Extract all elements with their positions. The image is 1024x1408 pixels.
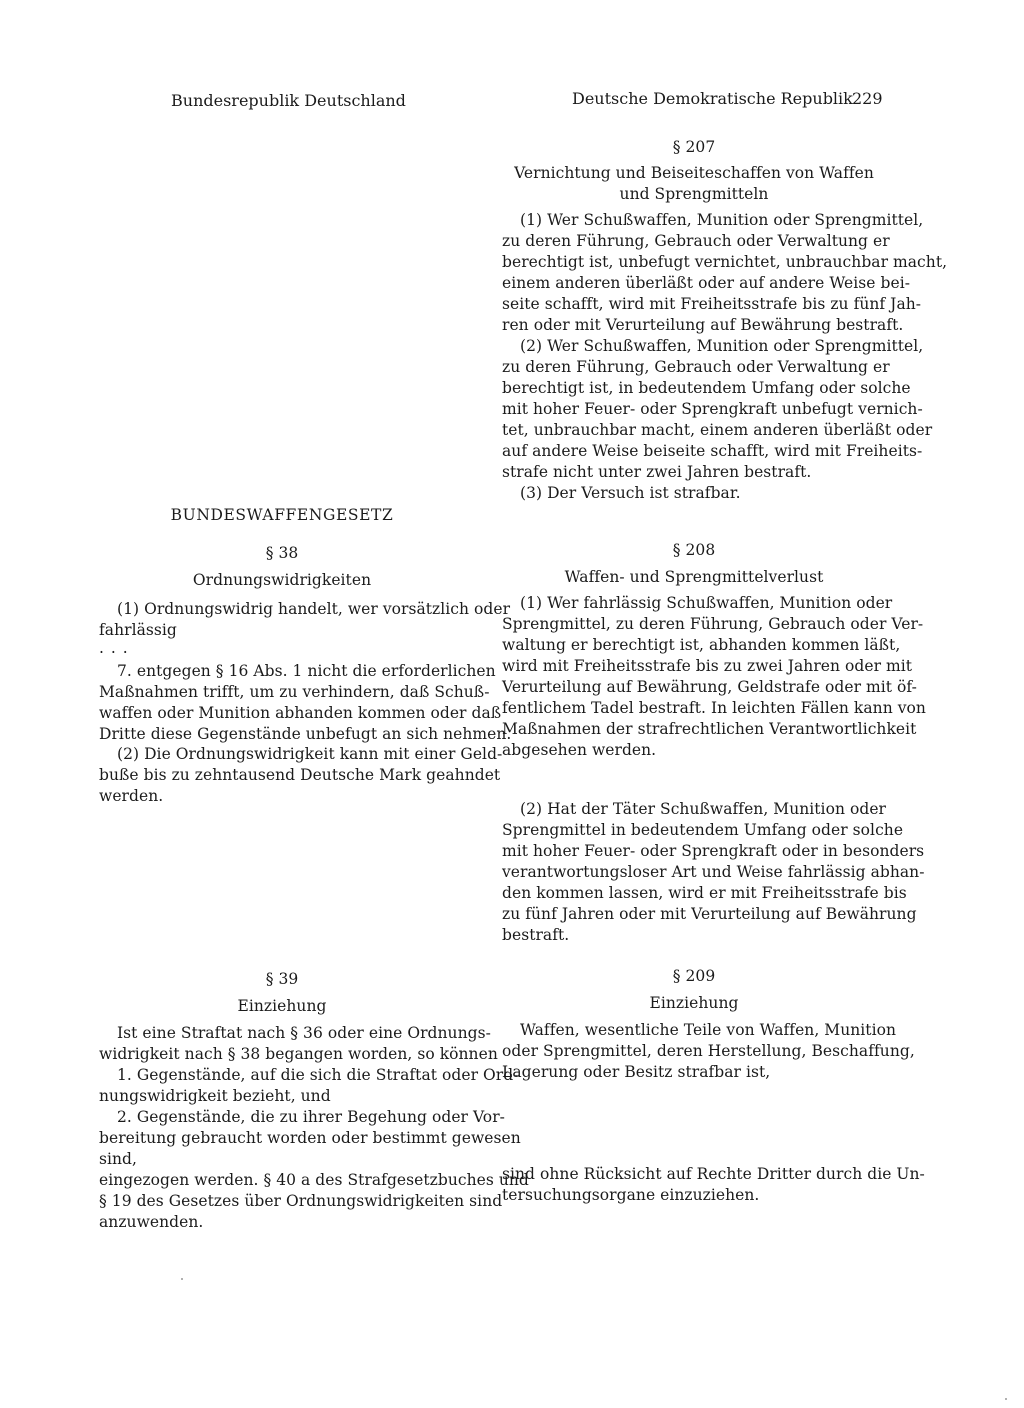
text-line: abgesehen werden. bbox=[502, 741, 657, 759]
section-title-207-line1: Vernichtung und Beiseiteschaffen von Waffen bbox=[514, 164, 874, 182]
text-line: Sprengmittel in bedeutendem Umfang oder solche bbox=[502, 821, 904, 839]
section-title-207-line2: und Sprengmitteln bbox=[619, 185, 769, 203]
text-line: 7. entgegen § 16 Abs. 1 nicht die erforderlichen bbox=[117, 662, 496, 680]
text-line: sind, bbox=[99, 1150, 137, 1168]
text-line: (1) Wer Schußwaffen, Munition oder Sprengmittel, bbox=[520, 211, 924, 229]
text-line: Waffen, wesentliche Teile von Waffen, Munition bbox=[520, 1021, 896, 1039]
text-line: (1) Wer fahrlässig Schußwaffen, Munition oder bbox=[520, 594, 893, 612]
text-line: 1. Gegenstände, auf die sich die Straftat oder Ord- bbox=[117, 1066, 519, 1084]
section-number-38: § 38 bbox=[265, 544, 299, 562]
text-line: (3) Der Versuch ist strafbar. bbox=[520, 484, 741, 502]
text-line: nungswidrigkeit bezieht, und bbox=[99, 1087, 331, 1105]
text-line: sind ohne Rücksicht auf Rechte Dritter durch die Un- bbox=[502, 1165, 925, 1183]
text-line: Sprengmittel, zu deren Führung, Gebrauch oder Ver- bbox=[502, 615, 924, 633]
text-line: ren oder mit Verurteilung auf Bewährung bestraft. bbox=[502, 316, 904, 334]
text-line: einem anderen überläßt oder auf andere Weise bei- bbox=[502, 274, 910, 292]
text-line: waffen oder Munition abhanden kommen oder daß bbox=[99, 704, 502, 722]
text-line: . . . bbox=[99, 639, 129, 657]
text-line: zu deren Führung, Gebrauch oder Verwaltung er bbox=[502, 232, 890, 250]
text-line: (2) Wer Schußwaffen, Munition oder Sprengmittel, bbox=[520, 337, 924, 355]
running-header-left: Bundesrepublik Deutschland bbox=[171, 91, 406, 110]
text-line: oder Sprengmittel, deren Herstellung, Beschaffung, bbox=[502, 1042, 915, 1060]
text-line: fentlichem Tadel bestraft. In leichten Fällen kann von bbox=[502, 699, 926, 717]
scan-speck bbox=[181, 1278, 183, 1280]
text-line: mit hoher Feuer- oder Sprengkraft oder in besonders bbox=[502, 842, 925, 860]
text-line: widrigkeit nach § 38 begangen worden, so können bbox=[99, 1045, 498, 1063]
text-line: auf andere Weise beiseite schafft, wird mit Freiheits- bbox=[502, 442, 923, 460]
text-line: anzuwenden. bbox=[99, 1213, 204, 1231]
section-number-207: § 207 bbox=[672, 138, 716, 156]
text-line: bereitung gebraucht worden oder bestimmt gewesen bbox=[99, 1129, 521, 1147]
text-line: waltung er berechtigt ist, abhanden kommen läßt, bbox=[502, 636, 901, 654]
section-number-208: § 208 bbox=[672, 541, 716, 559]
text-line: zu fünf Jahren oder mit Verurteilung auf Bewährung bbox=[502, 905, 917, 923]
text-line: 2. Gegenstände, die zu ihrer Begehung oder Vor- bbox=[117, 1108, 505, 1126]
text-line: zu deren Führung, Gebrauch oder Verwaltung er bbox=[502, 358, 890, 376]
scan-speck bbox=[1005, 1398, 1007, 1400]
text-line: Lagerung oder Besitz strafbar ist, bbox=[502, 1063, 771, 1081]
text-line: bestraft. bbox=[502, 926, 570, 944]
text-line: fahrlässig bbox=[99, 621, 177, 639]
text-line: mit hoher Feuer- oder Sprengkraft unbefugt vernich- bbox=[502, 400, 923, 418]
text-line: tersuchungsorgane einzuziehen. bbox=[502, 1186, 760, 1204]
text-line: verantwortungsloser Art und Weise fahrlässig abhan- bbox=[502, 863, 925, 881]
text-line: den kommen lassen, wird er mit Freiheitsstrafe bis bbox=[502, 884, 907, 902]
section-number-39: § 39 bbox=[265, 970, 299, 988]
section-title-208: Waffen- und Sprengmittelverlust bbox=[564, 568, 824, 586]
running-header-right: Deutsche Demokratische Republik bbox=[572, 89, 853, 108]
text-line: (1) Ordnungswidrig handelt, wer vorsätzlich oder bbox=[117, 600, 511, 618]
section-title-209: Einziehung bbox=[649, 994, 739, 1012]
law-title: BUNDESWAFFENGESETZ bbox=[170, 506, 394, 524]
text-line: seite schafft, wird mit Freiheitsstrafe bis zu fünf Jah- bbox=[502, 295, 922, 313]
text-line: Dritte diese Gegenstände unbefugt an sich nehmen. bbox=[99, 725, 512, 743]
section-title-38: Ordnungswidrigkeiten bbox=[192, 571, 372, 589]
text-line: Ist eine Straftat nach § 36 oder eine Ordnungs- bbox=[117, 1024, 491, 1042]
text-line: Maßnahmen der strafrechtlichen Verantwortlichkeit bbox=[502, 720, 917, 738]
section-number-209: § 209 bbox=[672, 967, 716, 985]
text-line: (2) Die Ordnungswidrigkeit kann mit einer Geld- bbox=[117, 745, 503, 763]
section-title-39: Einziehung bbox=[237, 997, 327, 1015]
text-line: tet, unbrauchbar macht, einem anderen überläßt oder bbox=[502, 421, 933, 439]
text-line: wird mit Freiheitsstrafe bis zu zwei Jahren oder mit bbox=[502, 657, 913, 675]
text-line: werden. bbox=[99, 787, 164, 805]
text-line: § 19 des Gesetzes über Ordnungswidrigkeiten sind bbox=[99, 1192, 503, 1210]
page-number: 229 bbox=[852, 89, 883, 108]
text-line: Maßnahmen trifft, um zu verhindern, daß Schuß- bbox=[99, 683, 490, 701]
text-line: berechtigt ist, in bedeutendem Umfang oder solche bbox=[502, 379, 911, 397]
text-line: eingezogen werden. § 40 a des Strafgesetzbuches und bbox=[99, 1171, 529, 1189]
text-line: (2) Hat der Täter Schußwaffen, Munition oder bbox=[520, 800, 886, 818]
text-line: buße bis zu zehntausend Deutsche Mark geahndet bbox=[99, 766, 501, 784]
text-line: Verurteilung auf Bewährung, Geldstrafe oder mit öf- bbox=[502, 678, 917, 696]
text-line: strafe nicht unter zwei Jahren bestraft. bbox=[502, 463, 812, 481]
text-line: berechtigt ist, unbefugt vernichtet, unbrauchbar macht, bbox=[502, 253, 948, 271]
